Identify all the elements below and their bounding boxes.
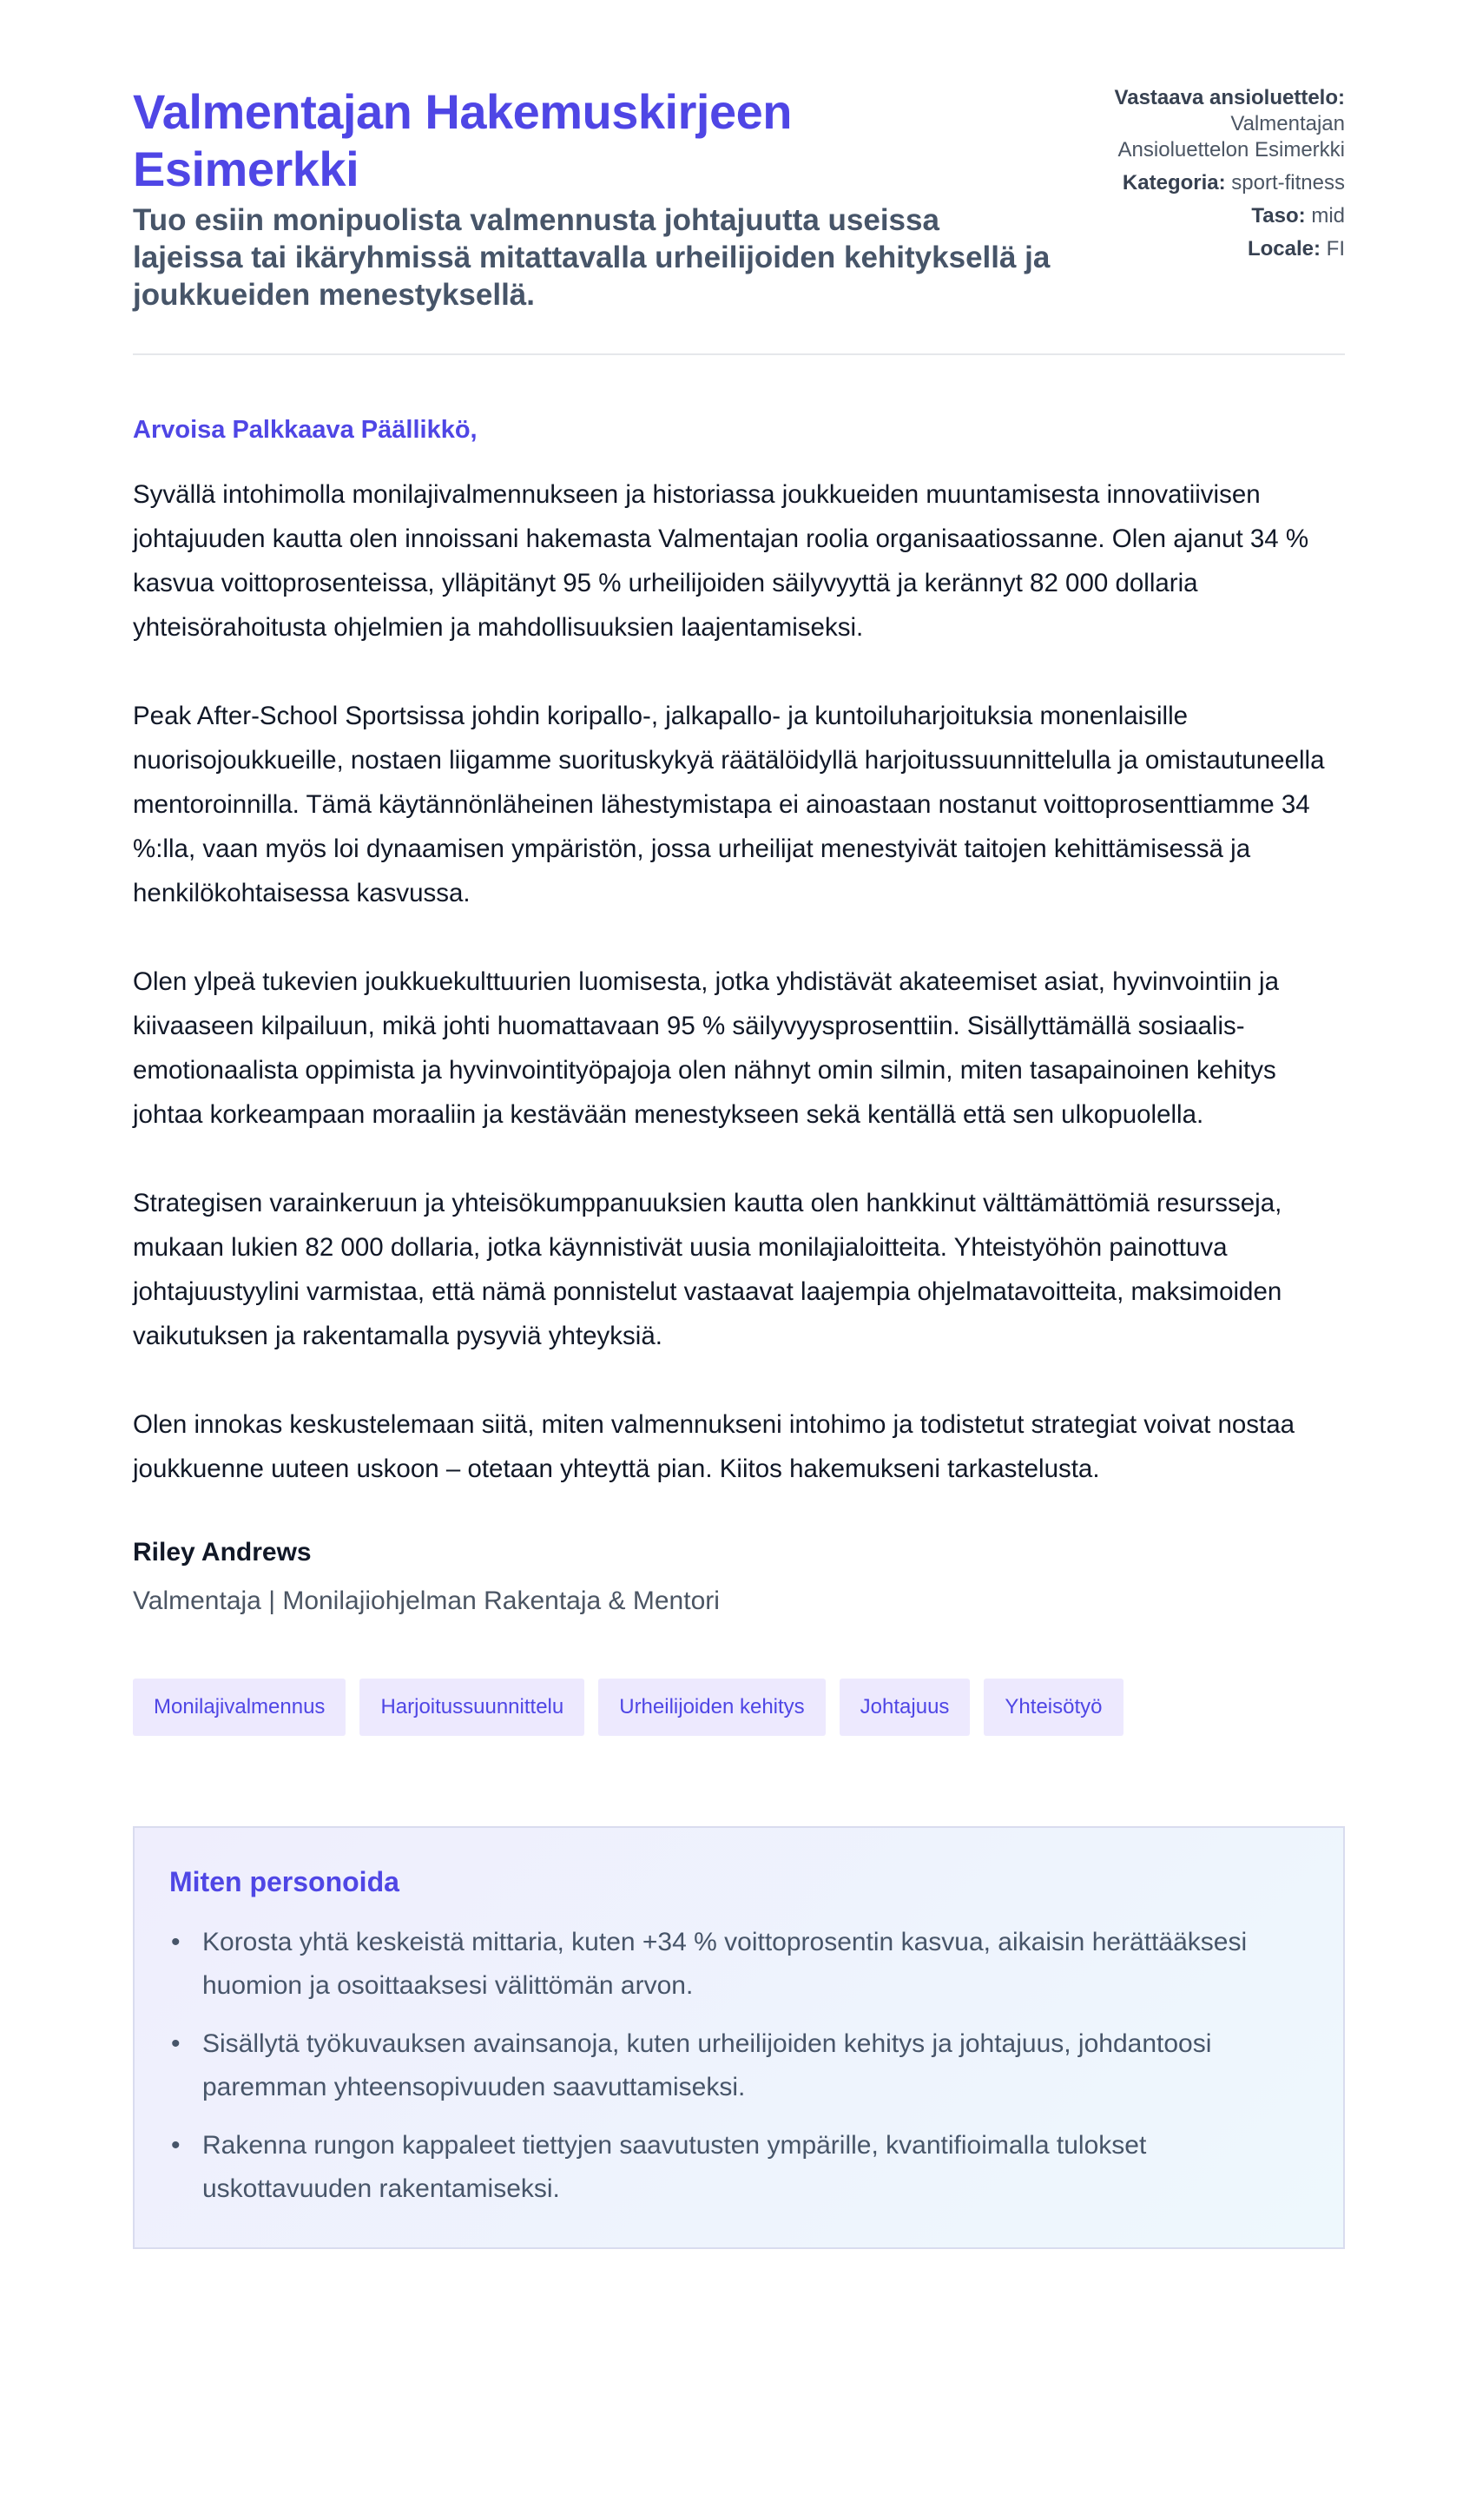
letter-paragraph: Olen innokas keskustelemaan siitä, miten valmennukseni intohimo ja todistetut strategiat voivat nostaa joukkuenne uuteen uskoon – otetaan yhteyttä pian. Kiitos hakemukseni tarkastelusta. [133,1410,1295,1483]
meta-resume [1115,85,1345,163]
tips-list-item [169,1921,1308,2008]
personalization-tips-panel [133,1826,1345,2249]
letter-body [133,472,1345,1491]
header-title-block [133,83,1053,313]
meta-locale [1115,236,1345,262]
tips-item-text: Sisällytä työkuvauksen avainsanoja, kuten urheilijoiden kehitys ja johtajuus, johdantoosi paremman yhteensopivuuden saavuttamiseksi. [202,2029,1212,2101]
bullet-icon: • [171,2029,181,2058]
meta-locale-value: FI [1326,237,1345,261]
bullet-icon: • [171,2131,181,2160]
meta-locale-label: Locale: [1247,237,1321,261]
skill-tag: Urheilijoiden kehitys [598,1679,825,1736]
letter-paragraph: Strategisen varainkeruun ja yhteisökumppanuuksien kautta olen hankkinut välttämättömiä resursseja, mukaan lukien 82 000 dollaria, jotka käynnistivät uusia monilajialoitteita. Yhteistyöhön painottuva johtajuustyylini varmistaa, että nämä ponnistelut vastaavat laajempia ohjelmatavoitteita, maksimoiden vaikutuksen ja rakentamalla pysyviä yhteyksiä. [133,1189,1282,1350]
letter-paragraph: Syvällä intohimolla monilajivalmennukseen ja historiassa joukkueiden muuntamisesta innovatiivisen johtajuuden kautta olen innoissani hakemasta Valmentajan roolia organisaatiossanne. Olen ajanut 34 % kasvua voittoprosenteissa, ylläpitänyt 95 % urheilijoiden säilyvyyttä ja kerännyt 82 000 dollaria yhteisörahoitusta ohjelmien ja mahdollisuuksien laajentamiseksi. [133,480,1309,642]
meta-resume-line1: Valmentajan [1230,112,1345,135]
skill-tags [133,1679,1345,1736]
tips-title: Miten personoida [169,1866,399,1897]
tips-list [169,1921,1308,2211]
cover-letter-page [133,83,1345,2249]
skill-tag: Harjoitussuunnittelu [359,1679,584,1736]
meta-resume-label: Vastaava ansioluettelo: [1114,86,1345,109]
bullet-icon: • [171,1928,181,1956]
letter-paragraph: Olen ylpeä tukevien joukkuekulttuurien luomisesta, jotka yhdistävät akateemiset asiat, hyvinvointiin ja kiivaaseen kilpailuun, mikä johti huomattavaan 95 % säilyvyysprosenttiin. Sisällyttämällä sosiaalis-emotionaalista oppimista ja hyvinvointityöpajoja olen nähnyt omin silmin, miten tasapainoinen kehitys johtaa korkeampaan moraaliin ja kestävään menestykseen sekä kentällä että sen ulkopuolella. [133,967,1280,1129]
header-divider [133,353,1345,355]
tips-list-item [169,2124,1308,2211]
document-meta [1115,83,1345,269]
meta-resume-line2: Ansioluettelon Esimerkki [1117,138,1345,162]
letter-paragraph: Peak After-School Sportsissa johdin koripallo-, jalkapallo- ja kuntoiluharjoituksia monenlaisille nuorisojoukkueille, nostaen liigamme suorituskykyä räätälöidyllä harjoitussuunnittelulla ja omistautuneella mentoroinnilla. Tämä käytännönläheinen lähestymistapa ei ainoastaan nostanut voittoprosenttiamme 34 %:lla, vaan myös loi dynaamisen ympäristön, jossa urheilijat menestyivät taitojen kehittämisessä ja henkilökohtaisessa kasvussa. [133,702,1325,907]
page-subtitle: Tuo esiin monipuolista valmennusta johtajuutta useissa lajeissa tai ikäryhmissä mitattavalla urheilijoiden kehityksellä ja joukkueiden menestyksellä. [133,203,1051,312]
tips-list-item [169,2022,1308,2109]
meta-level-value: mid [1311,204,1345,228]
skill-tag: Monilajivalmennus [133,1679,346,1736]
meta-category-value: sport-fitness [1231,171,1345,195]
meta-category-label: Kategoria: [1122,171,1226,195]
page-title: Valmentajan Hakemuskirjeen Esimerkki [133,84,792,196]
document-header [133,83,1345,313]
letter-salutation: Arvoisa Palkkaava Päällikkö, [133,416,478,444]
meta-level-label: Taso: [1251,204,1306,228]
tips-item-text: Rakenna rungon kappaleet tiettyjen saavutusten ympärille, kvantifioimalla tulokset uskottavuuden rakentamiseksi. [202,2131,1147,2203]
signature-block [133,1538,1345,1616]
meta-category [1115,170,1345,196]
tips-item-text: Korosta yhtä keskeistä mittaria, kuten +34 % voittoprosentin kasvua, aikaisin herättääksesi huomion ja osoittaaksesi välittömän arvon. [202,1928,1248,2000]
meta-level [1115,203,1345,229]
skill-tag: Yhteisötyö [984,1679,1123,1736]
signature-name: Riley Andrews [133,1538,312,1567]
skill-tag: Johtajuus [840,1679,971,1736]
signature-role: Valmentaja | Monilajiohjelman Rakentaja & Mentori [133,1587,720,1615]
